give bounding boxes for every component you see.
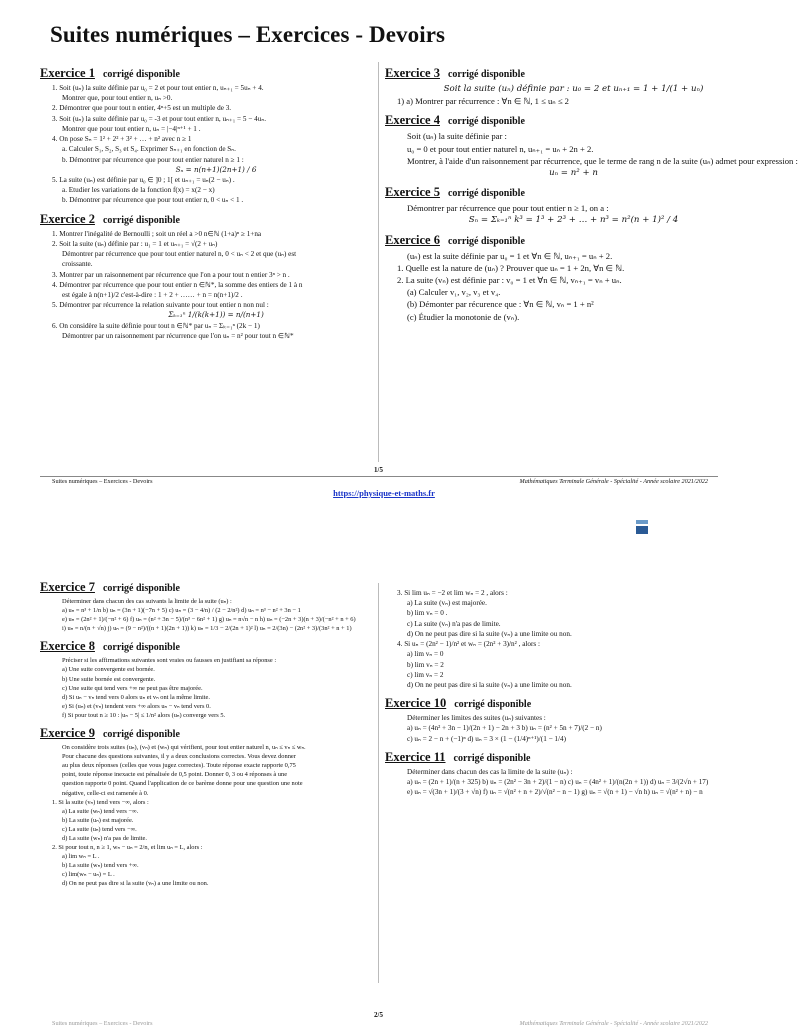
page-1 <box>0 0 798 508</box>
exercise-block <box>385 696 740 744</box>
exercise-line: a) uₙ = (4n² + 3n − 1)/(2n + 1) − 2n + 3 b) uₙ = (n² + 5n + 7)/(2 − n) <box>407 724 602 733</box>
exercise-line: Σₖ₌₁ⁿ 1/(k(k+1)) = n/(n+1) <box>168 310 264 320</box>
exercise-header <box>385 185 740 200</box>
correction-available-label: corrigé disponible <box>447 188 525 200</box>
exercise-line: a) La suite (wₙ) tend vers −∞. <box>62 807 139 815</box>
footer-right: Mathématiques Terminale Générale - Spécialité - Année scolaire 2021/2022 <box>519 478 708 485</box>
exercise-block <box>385 113 798 179</box>
exercise-block <box>385 750 740 798</box>
exercise-line: a) uₙ = n³ + 1/n b) uₙ = (3n + 1)(−7n + 5) c) uₙ = (3 − 4/n) / (2 − 2/n²) d) uₙ = n³ − n² + 3n − 1 <box>62 607 301 615</box>
exercise-header <box>385 233 740 248</box>
exercise-header <box>385 113 740 128</box>
exercise-line: a) La suite (vₙ) est majorée. <box>407 599 487 608</box>
exercise-line: 2. La suite (vₙ) est définie par : v₀ = 1 et ∀n ∈ ℕ, vₙ₊₁ = vₙ + uₙ. <box>397 275 622 286</box>
exercise-title: Exercice 2 <box>40 211 95 226</box>
correction-available-label: corrigé disponible <box>102 69 180 80</box>
exercise-line: 1) a) Montrer par récurrence : ∀n ∈ ℕ, 1 ≤ uₙ ≤ 2 <box>397 96 569 107</box>
correction-available-label: corrigé disponible <box>447 116 525 128</box>
exercise-line: d) On ne peut pas dire si la suite (vₙ) a une limite ou non. <box>62 880 209 888</box>
correction-available-label: corrigé disponible <box>453 752 531 764</box>
logo-icon <box>636 520 648 538</box>
correction-available-label: corrigé disponible <box>447 235 525 247</box>
exercise-line: Montrer, à l'aide d'un raisonnement par récurrence, que le terme de rang n de la suite (uₙ) admet pour expression : <box>407 155 798 166</box>
column-divider <box>378 62 379 462</box>
exercise-line: c) La suite (vₙ) n'a pas de limite. <box>407 619 501 628</box>
exercise-title: Exercice 5 <box>385 185 440 200</box>
exercise-line: 2. Si pour tout n, n ≥ 1, wₙ − uₙ = 2/n, et lim uₙ = L, alors : <box>52 844 203 852</box>
exercise-line: b) La suite (uₙ) est majorée. <box>62 816 134 824</box>
exercise-block <box>40 66 370 206</box>
exercise-line: uₙ = n² + n <box>549 168 598 179</box>
exercise-header <box>40 212 370 227</box>
exercise-title: Exercice 3 <box>385 66 440 80</box>
correction-available-label: corrigé disponible <box>102 214 180 226</box>
exercise-block <box>385 66 740 107</box>
exercise-line: 6. On considère la suite définie pour tout n ∈ℕ* par uₙ = Σₖ₌₁ⁿ (2k − 1) <box>52 321 260 330</box>
exercise-line: d) On ne peut pas dire si la suite (vₙ) a une limite ou non. <box>407 629 572 638</box>
exercise-header <box>40 66 370 81</box>
exercise-header <box>385 750 740 765</box>
exercise-line: 2. Soit la suite (uₙ) définie par : u₁ = 1 et uₙ₊₁ = √(2 + uₙ) <box>52 239 218 248</box>
exercise-line: e) uₙ = (2n² + 1)/(−n² + 6) f) uₙ = (n² + 3n − 5)/(n³ − 6n² + 1) g) uₙ = n√n − n h) uₙ = (−2n + 3)(n + 3)/(−n² + n + 6) <box>62 616 356 624</box>
exercise-line: 4. Démontrer par récurrence que pour tout entier n ∈ℕ*, la somme des entiers de 1 à n <box>52 280 303 289</box>
exercise-header <box>40 726 370 741</box>
exercise-line: b) lim vₙ = 2 <box>407 660 444 669</box>
exercise-line: c) lim(wₙ − uₙ) = L . <box>62 871 115 879</box>
exercise-line: point, toute réponse inexacte est pénalisée de 0,5 point. Donner 0, 3 ou 4 réponses à une <box>62 771 288 779</box>
exercise-line: b) La suite (wₙ) tend vers +∞. <box>62 862 139 870</box>
exercise-line: (uₙ) est la suite définie par u₀ = 1 et ∀n ∈ ℕ, uₙ₊₁ = uₙ + 2. <box>407 250 613 261</box>
exercise-block <box>385 588 740 690</box>
correction-available-label: corrigé disponible <box>102 583 180 594</box>
exercise-line: 2. Démontrer que pour tout n entier, 4ⁿ+5 est un multiple de 3. <box>52 104 232 113</box>
exercise-line: 1. Quelle est la nature de (uₙ) ? Prouver que uₙ = 1 + 2n, ∀n ∈ ℕ. <box>397 262 625 273</box>
exercise-line: Déterminer dans chacun des cas la limite de la suite (uₙ) : <box>407 767 573 776</box>
exercise-line: a. Etudier les variations de la fonction f(x) = x(2 − x) <box>62 186 215 195</box>
exercise-block <box>40 212 370 341</box>
exercise-block <box>385 185 740 226</box>
footer-left: Suites numériques – Exercices - Devoirs <box>52 478 153 485</box>
exercise-line: 3. Soit (uₙ) la suite définie par u₀ = -3 et pour tout entier n, uₙ₊₁ = 5 − 4uₙ. <box>52 114 266 123</box>
exercise-line: Soit (uₙ) la suite définie par : <box>407 131 507 142</box>
exercise-line: Sₙ = n(n+1)(2n+1) / 6 <box>175 164 257 174</box>
exercise-line: c) La suite (uₙ) tend vers −∞. <box>62 825 137 833</box>
exercise-line: 3. Si lim uₙ = −2 et lim wₙ = 2 , alors : <box>397 589 508 597</box>
page-2 <box>0 508 768 1027</box>
footer-rule <box>40 476 718 477</box>
exercise-line: au plus deux réponses (celles que vous jugez correctes). Toute réponse exacte rapporte 0,75 <box>62 762 296 770</box>
exercise-line: a) lim vₙ = 0 <box>407 650 444 659</box>
exercise-title: Exercice 4 <box>385 113 440 128</box>
exercise-line: est égale à n(n+1)/2 c'est-à-dire : 1 + 2 + …… + n = n(n+1)/2 . <box>62 290 243 299</box>
exercise-line: i) uₙ = n/(n + √n) j) uₙ = (9 − n²)/((n + 1)(2n + 1)) k) uₙ = 1/3 − 2/(2n + 1)² l) uₙ = 2/(3n) − (2n² + 3)/(3n² + n + 1) <box>62 625 352 633</box>
page-number: 1/5 <box>374 466 383 474</box>
exercise-line: Montrer que pour tout entier n, uₙ = |−4|ⁿ⁺¹ + 1 . <box>62 124 201 133</box>
page2-left-column <box>40 580 370 895</box>
exercise-title: Exercice 6 <box>385 232 440 247</box>
exercise-line: d) On ne peut pas dire si la suite (vₙ) a une limite ou non. <box>407 680 572 689</box>
exercise-line: b) lim vₙ = 0 . <box>407 609 448 618</box>
exercise-header <box>385 696 740 711</box>
page-number: 2/5 <box>374 1011 383 1019</box>
exercise-line: c) Une suite qui tend vers +∞ ne peut pas être majorée. <box>62 684 203 692</box>
exercise-line: 1. Montrer l'inégalité de Bernoulli ; soit un réel a >0 n∈ℕ (1+a)ⁿ ≥ 1+na <box>52 229 262 238</box>
footer-right: Mathématiques Terminale Générale - Spécialité - Année scolaire 2021/2022 <box>519 1020 708 1027</box>
page1-right-column <box>385 66 798 329</box>
exercise-line: c) lim vₙ = 2 <box>407 670 444 679</box>
correction-available-label: corrigé disponible <box>454 699 532 711</box>
exercise-line: Montrer que, pour tout entier n, uₙ >0. <box>62 94 173 103</box>
exercise-line: a) uₙ = (2n + 1)/(n + 325) b) uₙ = (2n² − 3n + 2)/(1 − n) c) uₙ = (4n² + 1)/(n(2n + 1)) d) uₙ = 3/(2√n + 17) <box>407 778 709 787</box>
exercise-line: Démontrer par récurrence que pour tout entier naturel n, 0 < uₙ < 2 et que (uₙ) est <box>62 250 297 259</box>
exercise-line: 3. Montrer par un raisonnement par récurrence que l'on a pour tout n entier 3ⁿ > n . <box>52 270 290 279</box>
exercise-header <box>40 580 370 595</box>
column-divider <box>378 583 379 983</box>
exercise-header <box>385 66 740 81</box>
exercise-header <box>40 639 370 654</box>
exercise-line: b. Démontrer par récurrence que pour tout entier naturel n ≥ 1 : <box>62 155 244 164</box>
exercise-line: 4. Si uₙ = (2n² − 1)/n² et wₙ = (2n² + 3)/n² , alors : <box>397 640 540 649</box>
page1-left-column <box>40 66 370 347</box>
exercise-title: Exercice 10 <box>385 696 447 711</box>
exercise-line: 5. Démontrer par récurrence la relation suivante pour tout entier n non nul : <box>52 301 269 310</box>
exercise-line: d) La suite (wₙ) n'a pas de limite. <box>62 834 147 842</box>
exercise-line: (c) Étudier la monotonie de (vₙ). <box>407 311 520 322</box>
exercise-line: 1. Soit (uₙ) la suite définie par u₀ = 2 et pour tout entier n, uₙ₊₁ = 5uₙ + 4. <box>52 84 264 92</box>
exercise-block <box>40 639 370 720</box>
exercise-line: Soit la suite (uₙ) définie par : u₀ = 2 et uₙ₊₁ = 1 + 1/(1 + uₙ) <box>443 84 704 94</box>
exercise-title: Exercice 11 <box>385 749 446 764</box>
exercise-line: b) Une suite bornée est convergente. <box>62 675 156 683</box>
exercise-title: Exercice 7 <box>40 580 95 594</box>
document-title: Suites numériques – Exercices - Devoirs <box>50 22 446 47</box>
exercise-line: Démontrer par récurrence que pour tout entier n ≥ 1, on a : <box>407 203 609 214</box>
exercise-line: u₀ = 0 et pour tout entier naturel n, uₙ₊₁ = uₙ + 2n + 2. <box>407 143 594 154</box>
exercise-line: négative, celle-ci est ramenée à 0. <box>62 789 149 797</box>
exercise-line: (a) Calculer v₁, v₂, v₃ et v₄. <box>407 287 501 298</box>
exercise-line: 4. On pose Sₙ = 1² + 2² + 3² + … + n² avec n ≥ 1 <box>52 135 192 144</box>
site-link[interactable]: https://physique-et-maths.fr <box>333 488 435 498</box>
exercise-block <box>385 233 740 323</box>
exercise-line: d) Si uₙ − vₙ tend vers 0 alors uₙ et vₙ ont la même limite. <box>62 693 210 701</box>
exercise-line: 5. La suite (uₙ) est définie par u₀ ∈ ]0 ; 1[ et uₙ₊₁ = uₙ(2 − uₙ) . <box>52 175 235 184</box>
exercise-block <box>40 726 370 889</box>
exercise-line: f) Si pour tout n ≥ 10 : |uₙ − 5| ≤ 1/n² alors (uₙ) converge vers 5. <box>62 711 226 719</box>
exercise-line: e) Si (uₙ) et (vₙ) tendent vers +∞ alors uₙ − vₙ tend vers 0. <box>62 702 211 710</box>
exercise-line: c) uₙ = 2 − n + (−1)ⁿ d) uₙ = 3 × (1 − (1/4)ⁿ⁺¹)/(1 − 1/4) <box>407 734 567 743</box>
exercise-line: 1. Si la suite (vₙ) tend vers −∞, alors : <box>52 798 149 806</box>
exercise-line: Sₙ = Σₖ₌₁ⁿ k³ = 1³ + 2³ + … + n³ = n²(n + 1)² / 4 <box>468 215 679 226</box>
exercise-line: e) uₙ = √(3n + 1)/(3 + √n) f) uₙ = √(n² + n + 2)/√(n² − n − 1) g) uₙ = √(n + 1) − √n h) uₙ = √(n² + n) − n <box>407 788 703 797</box>
exercise-line: On considère trois suites (uₙ), (vₙ) et (wₙ) qui vérifient, pour tout entier naturel n, uₙ ≤ vₙ ≤ wₙ. <box>62 744 306 752</box>
exercise-line: (b) Démonter par récurence que : ∀n ∈ ℕ, vₙ = 1 + n² <box>407 299 594 310</box>
exercise-line: question rapporte 0 point. Quand l'application de ce barème donne pour une question une note <box>62 780 303 788</box>
exercise-line: a) lim wₙ = L . <box>62 853 100 861</box>
exercise-block <box>40 580 370 633</box>
footer-left: Suites numériques – Exercices - Devoirs <box>52 1020 153 1027</box>
correction-available-label: corrigé disponible <box>102 642 180 654</box>
exercise-line: Démontrer par un raisonnement par récurrence que l'on uₙ = n² pour tout n ∈ℕ* <box>62 331 294 340</box>
exercise-line: a) Une suite convergente est bornée. <box>62 666 155 674</box>
exercise-line: a. Calculer S₁, S₂, S₃ et S₄. Exprimer Sₙ₊₁ en fonction de Sₙ. <box>62 145 236 154</box>
exercise-title: Exercice 1 <box>40 66 95 80</box>
exercise-line: croissante. <box>62 260 93 269</box>
exercise-line: b. Démontrer par récurrence que pour tout entier n, 0 < uₙ < 1 . <box>62 196 244 205</box>
exercise-line: Déterminer dans chacun des cas suivants la limite de la suite (uₙ) : <box>62 598 232 605</box>
page2-right-column <box>385 588 740 804</box>
exercise-title: Exercice 9 <box>40 726 95 741</box>
correction-available-label: corrigé disponible <box>447 69 525 80</box>
correction-available-label: corrigé disponible <box>102 729 180 741</box>
exercise-line: Préciser si les affirmations suivantes sont vraies ou fausses en justifiant sa réponse : <box>62 657 277 665</box>
exercise-line: Pour chacune des questions suivantes, il y a deux conclusions correctes. Vous devez donner <box>62 753 296 761</box>
exercise-title: Exercice 8 <box>40 639 95 654</box>
exercise-line: Déterminer les limites des suites (uₙ) suivantes : <box>407 714 546 723</box>
